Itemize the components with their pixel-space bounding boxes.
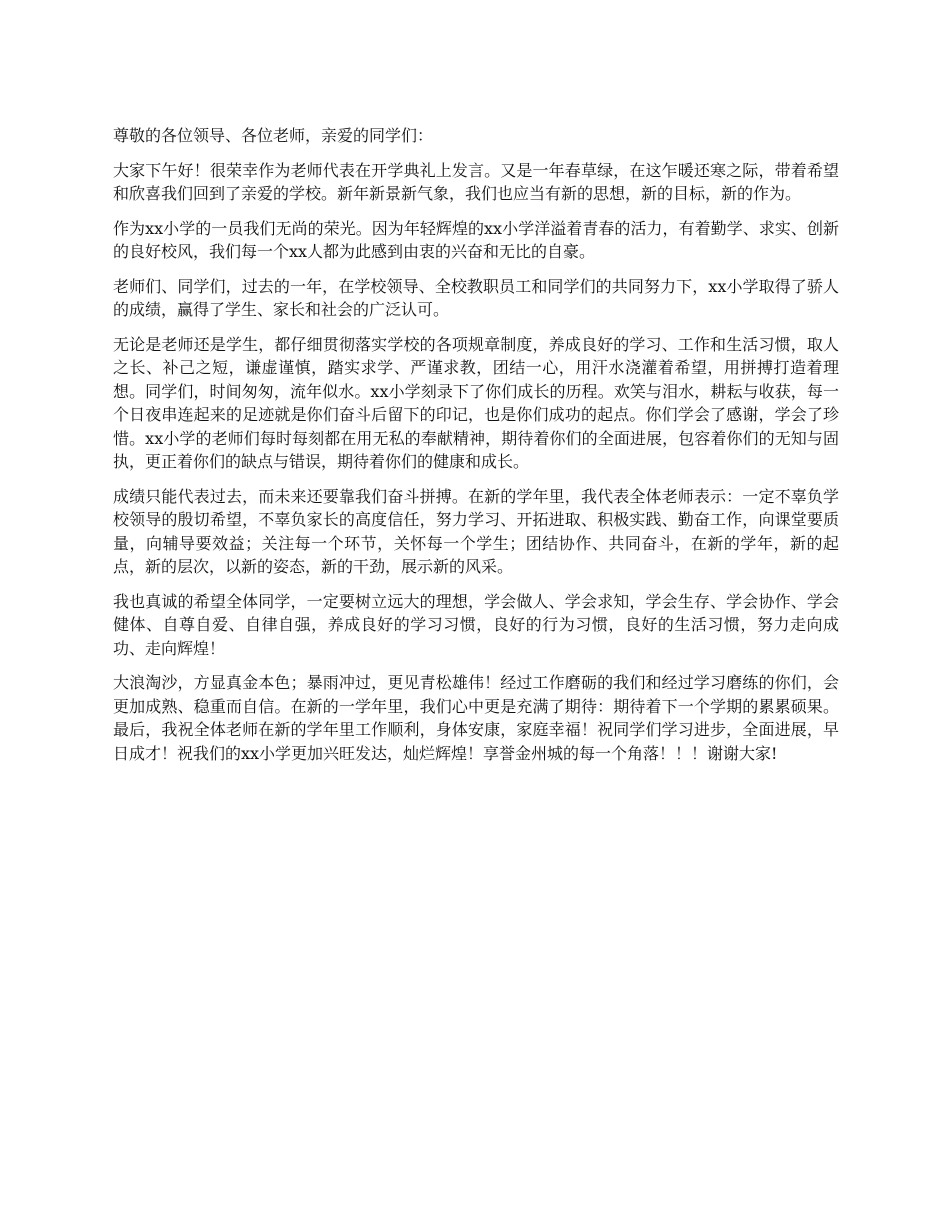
paragraph-teachers-students: 无论是老师还是学生，都仔细贯彻落实学校的各项规章制度，养成良好的学习、工作和生活习惯，取人之长、补己之短，谦虚谨慎，踏实求学、严谨求教，团结一心，用汗水浇灌着希望，用拼搏打造着理想。同学们，时间匆匆，流年似水。xx小学刻录下了你们成长的历程。欢笑与泪水，耕耘与收获，每一个日夜串连起来的足迹就是你们奋斗后留下的印记，也是你们成功的起点。你们学会了感谢，学会了珍惜。xx小学的老师们每时每刻都在用无私的奉献精神，期待着你们的全面进展，包容着你们的无知与固执，更正着你们的缺点与错误，期待着你们的健康和成长。: [113, 334, 839, 471]
document-body: [113, 124, 839, 776]
salutation: 尊敬的各位领导、各位老师，亲爱的同学们：: [113, 126, 434, 145]
paragraph-closing: 大浪淘沙，方显真金本色；暴雨冲过，更见青松雄伟！经过工作磨砺的我们和经过学习磨练的你们，会更加成熟、稳重而自信。在新的一学年里，我们心中更是充满了期待：期待着下一个学期的累累硕果。最后，我祝全体老师在新的学年里工作顺利，身体安康，家庭幸福！祝同学们学习进步，全面进展，早日成才！祝我们的xx小学更加兴旺发达，灿烂辉煌！享誉金州城的每一个角落！！！谢谢大家!: [113, 673, 839, 763]
paragraph-teacher-pledge: 成绩只能代表过去，而未来还要靠我们奋斗拼搏。在新的学年里，我代表全体老师表示：一定不辜负学校领导的殷切希望，不辜负家长的高度信任，努力学习、开拓进取、积极实践、勤奋工作，向课堂要质量，向辅导要效益；关注每一个环节，关怀每一个学生；团结协作、共同奋斗，在新的学年，新的起点，新的层次，以新的姿态，新的干劲，展示新的风采。: [113, 486, 839, 576]
paragraph-school-pride: 作为xx小学的一员我们无尚的荣光。因为年轻辉煌的xx小学洋溢着青春的活力，有着勤学、求实、创新的良好校风，我们每一个xx人都为此感到由衷的兴奋和无比的自豪。: [113, 218, 839, 261]
paragraph-past-year: 老师们、同学们，过去的一年，在学校领导、全校教职员工和同学们的共同努力下，xx小学取得了骄人的成绩，赢得了学生、家长和社会的广泛认可。: [113, 276, 839, 319]
paragraph-student-hopes: 我也真诚的希望全体同学，一定要树立远大的理想，学会做人、学会求知，学会生存、学会协作、学会健体、自尊自爱、自律自强，养成良好的学习习惯，良好的行为习惯，良好的生活习惯，努力走向成功、走向辉煌！: [113, 591, 839, 658]
paragraph-greeting: 大家下午好！很荣幸作为老师代表在开学典礼上发言。又是一年春草绿，在这乍暖还寒之际，带着希望和欣喜我们回到了亲爱的学校。新年新景新气象，我们也应当有新的思想，新的目标，新的作为。: [113, 160, 839, 203]
